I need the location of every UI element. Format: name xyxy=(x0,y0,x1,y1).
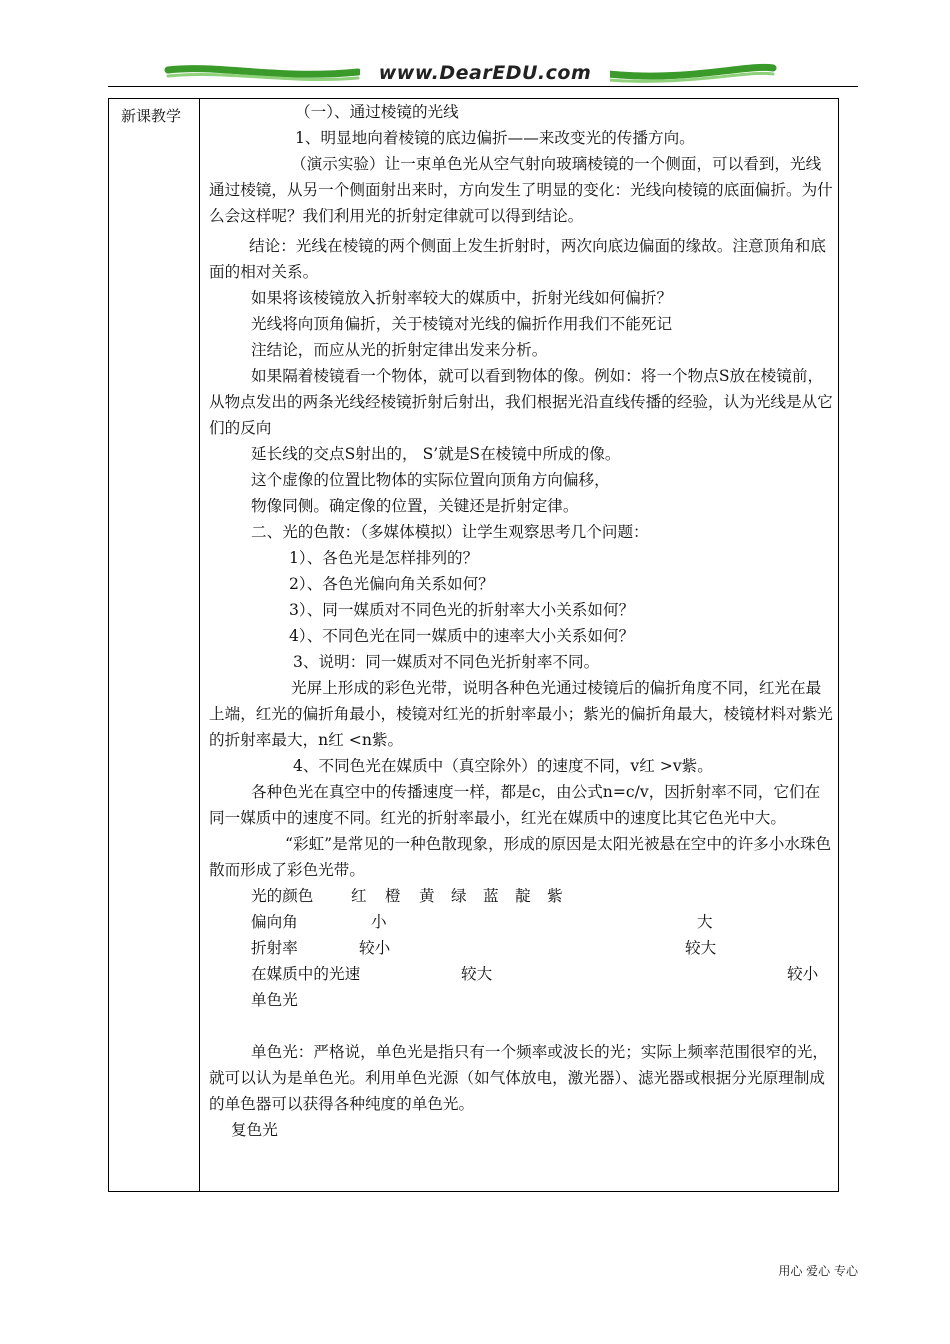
color-table-row xyxy=(209,883,833,909)
color-cell: 较小 xyxy=(787,965,819,983)
section-heading: 二、光的色散：（多媒体模拟）让学生观察思考几个问题： xyxy=(251,523,649,541)
paragraph: 1、明显地向着棱镜的底边偏折——来改变光的传播方向。 xyxy=(295,129,695,147)
paragraph: 物像同侧。确定像的位置，关键还是折射定律。 xyxy=(251,497,579,515)
paragraph: 如果将该棱镜放入折射率较大的媒质中，折射光线如何偏折？ xyxy=(251,289,673,307)
section-heading: （一）、通过棱镜的光线 xyxy=(295,103,459,121)
paragraph: “彩虹”是常见的一种色散现象，形成的原因是太阳光被悬在空中的许多小水珠色散而形成了彩色光带。 xyxy=(209,835,832,879)
color-table-row xyxy=(209,909,833,935)
color-table-row xyxy=(209,961,833,987)
color-row-label: 光的颜色 xyxy=(251,887,314,905)
paragraph: 光线将向顶角偏折，关于棱镜对光线的偏折作用我们不能死记 xyxy=(251,315,673,333)
color-cell: 黄 xyxy=(419,887,435,905)
paragraph: 延长线的交点S射出的， S’就是S在棱镜中所成的像。 xyxy=(251,445,621,463)
color-row-label: 在媒质中的光速 xyxy=(251,965,361,983)
paragraph: 复色光 xyxy=(231,1121,278,1139)
question-item: 2）、各色光偏向角关系如何？ xyxy=(289,575,494,593)
lesson-content xyxy=(209,99,833,1143)
color-cell: 靛 xyxy=(515,887,531,905)
color-cell: 较大 xyxy=(685,939,717,957)
color-cell: 大 xyxy=(697,913,713,931)
paragraph: 单色光：严格说，单色光是指只有一个频率或波长的光；实际上频率范围很窄的光，就可以认为是单色光。利用单色光源（如气体放电，激光器）、滤光器或根据分光原理制成的单色器可以获得各种纯度的单色光。 xyxy=(209,1043,828,1113)
paragraph: （演示实验）让一束单色光从空气射向玻璃棱镜的一个侧面，可以看到，光线通过棱镜，从另一个侧面射出来时，方向发生了明显的变化：光线向棱镜的底面偏折。为什么会这样呢？我们利用光的折射定律就可以得到结论。 xyxy=(209,155,833,225)
paragraph: 结论：光线在棱镜的两个侧面上发生折射时，两次向底边偏面的缘故。注意顶角和底面的相对关系。 xyxy=(209,237,826,281)
site-url: www.DearEDU.com xyxy=(360,62,610,84)
color-cell: 红 xyxy=(351,887,367,905)
paragraph: 各种色光在真空中的传播速度一样，都是c，由公式n=c/v，因折射率不同，它们在同一媒质中的速度不同。红光的折射率最小，红光在媒质中的速度比其它色光中大。 xyxy=(209,783,821,827)
color-row-label: 折射率 xyxy=(251,939,298,957)
paragraph: 4、不同色光在媒质中（真空除外）的速度不同，v红 >v紫。 xyxy=(293,757,713,775)
question-item: 1）、各色光是怎样排列的？ xyxy=(289,549,479,567)
color-cell: 较大 xyxy=(461,965,493,983)
color-row-label: 偏向角 xyxy=(251,913,298,931)
question-item: 4）、不同色光在同一媒质中的速率大小关系如何？ xyxy=(289,627,635,645)
paragraph: 光屏上形成的彩色光带，说明各种色光通过棱镜后的偏折角度不同，红光在最上端，红光的偏折角最小，棱镜对红光的折射率最小；紫光的偏折角最大，棱镜材料对紫光的折射率最大，n红 <n紫。 xyxy=(209,679,833,749)
color-cell: 较小 xyxy=(359,939,391,957)
color-cell: 橙 xyxy=(385,887,401,905)
paragraph: 注结论，而应从光的折射定律出发来分析。 xyxy=(251,341,548,359)
color-cell: 紫 xyxy=(547,887,563,905)
spacer xyxy=(209,1013,833,1039)
paragraph: 这个虚像的位置比物体的实际位置向顶角方向偏移， xyxy=(251,471,610,489)
column-divider xyxy=(199,99,200,1191)
paragraph: 单色光 xyxy=(251,991,298,1009)
page-footer: 用心 爱心 专心 xyxy=(778,1264,858,1278)
paragraph: 如果隔着棱镜看一个物体，就可以看到物体的像。例如：将一个物点S放在棱镜前，从物点发出的两条光线经棱镜折射后射出，我们根据光沿直线传播的经验，认为光线是从它们的反向 xyxy=(209,367,833,437)
color-table-row xyxy=(209,935,833,961)
row-label: 新课教学 xyxy=(121,107,182,125)
paragraph: 3、说明：同一媒质对不同色光折射率不同。 xyxy=(293,653,600,671)
lesson-table xyxy=(108,98,839,1192)
color-cell: 绿 xyxy=(451,887,467,905)
question-item: 3）、同一媒质对不同色光的折射率大小关系如何？ xyxy=(289,601,635,619)
header-rule xyxy=(108,86,858,87)
color-cell: 蓝 xyxy=(483,887,499,905)
color-cell: 小 xyxy=(371,913,387,931)
